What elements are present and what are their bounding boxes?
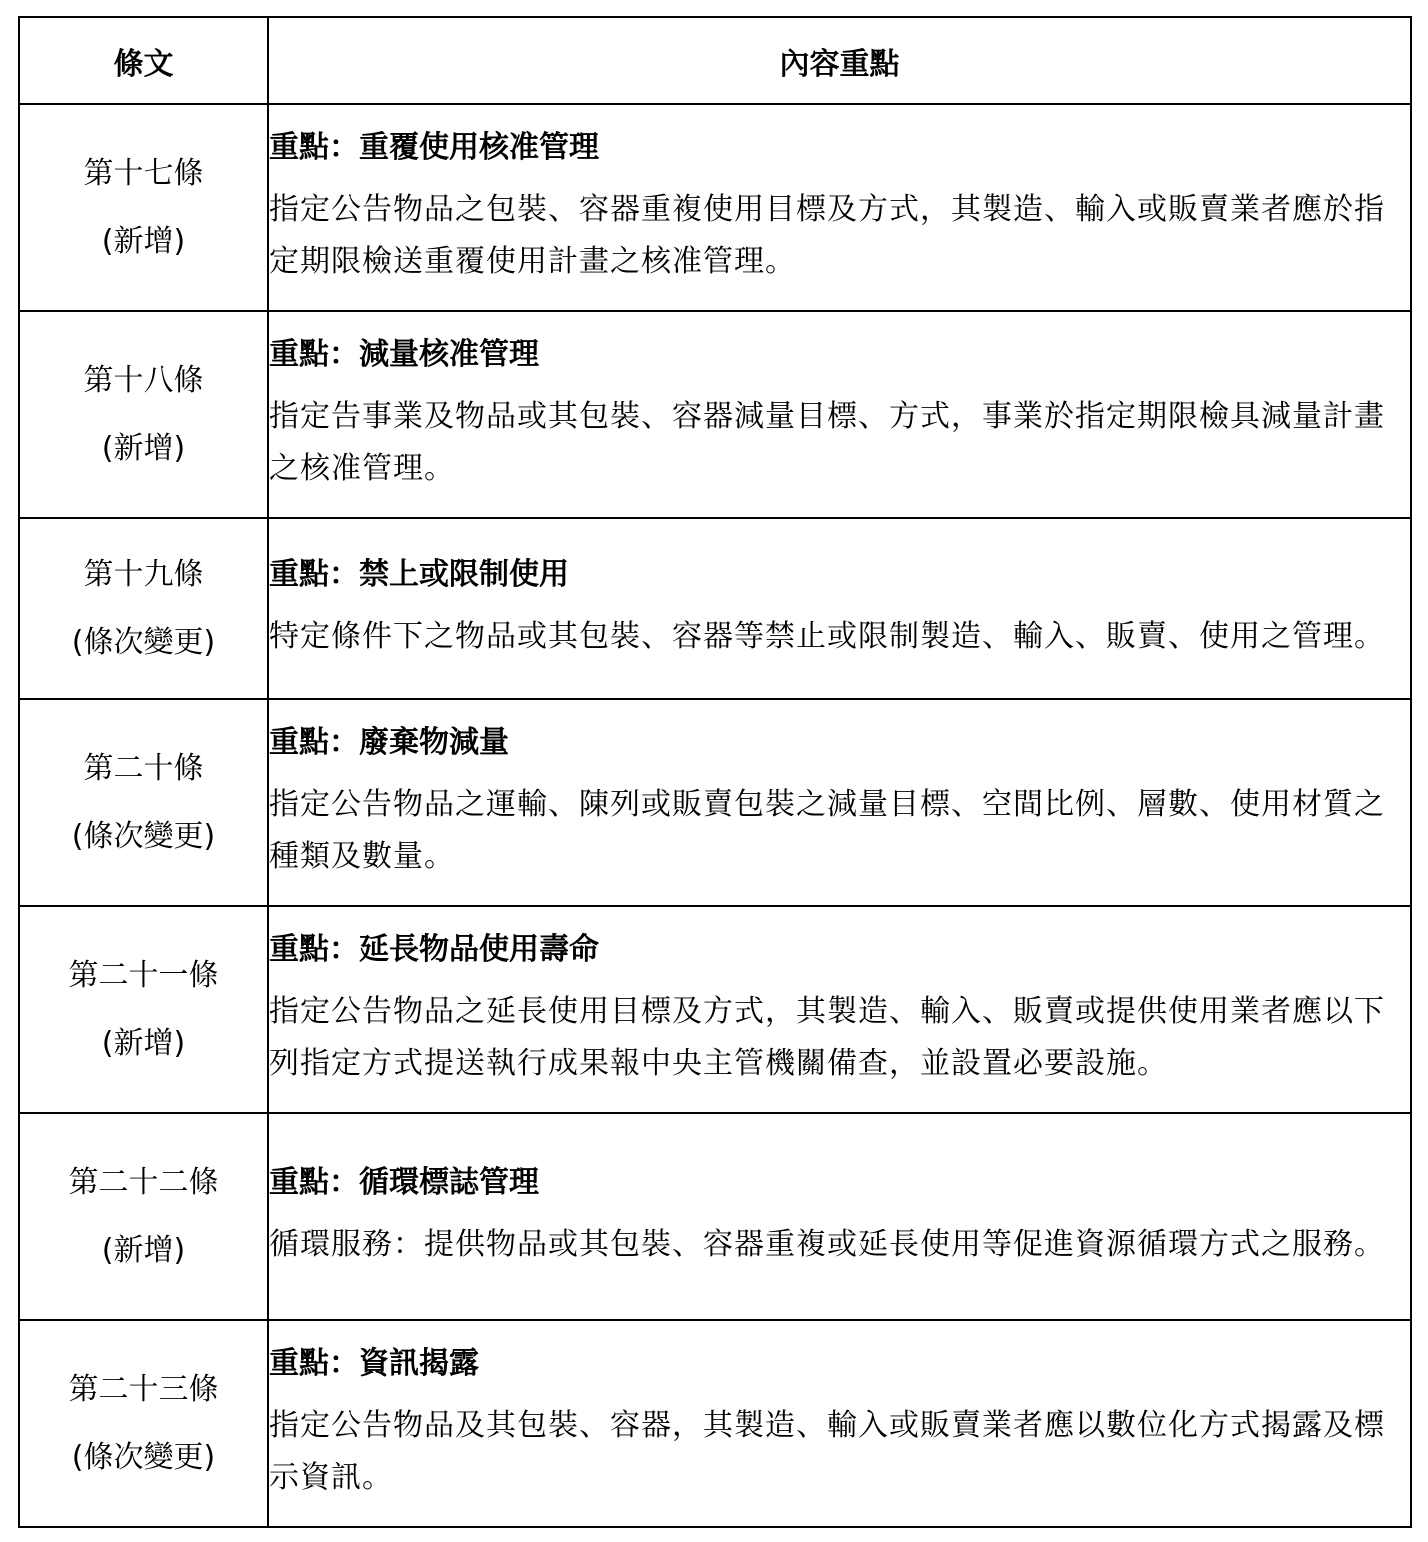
article-cell [19,699,268,906]
article-number: 第二十二條 [68,1164,219,1200]
article-number: 第二十三條 [68,1371,219,1407]
point-text: 指定公告物品之延長使用目標及方式，其製造、輸入、販賣或提供使用業者應以下列指定方式提送執行成果報中央主管機關備查，並設置必要設施。 [269,993,1385,1081]
point-title: 重點：資訊揭露 [269,1345,479,1381]
article-status: (新增) [101,1025,186,1061]
point-title: 重點：重覆使用核准管理 [269,129,599,165]
table-row [19,906,1411,1113]
article-cell [19,1320,268,1527]
point-title: 重點：循環標誌管理 [269,1164,539,1200]
content-cell [268,699,1411,906]
content-cell [268,311,1411,518]
article-status: (條次變更) [71,1439,216,1475]
table-header-row [19,17,1411,104]
header-article: 條文 [19,17,268,104]
point-title: 重點：延長物品使用壽命 [269,931,599,967]
content-cell [268,1320,1411,1527]
point-text: 特定條件下之物品或其包裝、容器等禁止或限制製造、輸入、販賣、使用之管理。 [269,618,1385,654]
content-cell [268,104,1411,311]
table-row [19,699,1411,906]
article-status: (新增) [101,430,186,466]
point-title: 重點：禁上或限制使用 [269,556,569,592]
content-cell [268,518,1411,699]
table-row [19,518,1411,699]
article-cell [19,311,268,518]
article-status: (新增) [101,1232,186,1268]
article-number: 第二十條 [83,750,204,786]
header-content: 內容重點 [268,17,1411,104]
article-number: 第十八條 [83,362,204,398]
point-text: 循環服務：提供物品或其包裝、容器重複或延長使用等促進資源循環方式之服務。 [269,1226,1385,1262]
table-row [19,1320,1411,1527]
article-status: (新增) [101,223,186,259]
article-number: 第十九條 [83,556,204,592]
article-cell [19,104,268,311]
article-number: 第二十一條 [68,957,219,993]
point-text: 指定告事業及物品或其包裝、容器減量目標、方式，事業於指定期限檢具減量計畫之核准管理。 [269,398,1385,486]
article-cell [19,1113,268,1320]
article-cell [19,906,268,1113]
article-status: (條次變更) [71,624,216,660]
point-title: 重點：廢棄物減量 [269,724,509,760]
table-row [19,1113,1411,1320]
point-text: 指定公告物品之包裝、容器重複使用目標及方式，其製造、輸入或販賣業者應於指定期限檢送重覆使用計畫之核准管理。 [269,191,1385,279]
point-text: 指定公告物品之運輸、陳列或販賣包裝之減量目標、空間比例、層數、使用材質之種類及數量。 [269,786,1385,874]
content-cell [268,1113,1411,1320]
table-row [19,104,1411,311]
article-number: 第十七條 [83,155,204,191]
table-row [19,311,1411,518]
point-title: 重點：減量核准管理 [269,336,539,372]
point-text: 指定公告物品及其包裝、容器，其製造、輸入或販賣業者應以數位化方式揭露及標示資訊。 [269,1407,1385,1495]
content-cell [268,906,1411,1113]
article-cell [19,518,268,699]
law-amendment-table [18,16,1412,1528]
article-status: (條次變更) [71,818,216,854]
